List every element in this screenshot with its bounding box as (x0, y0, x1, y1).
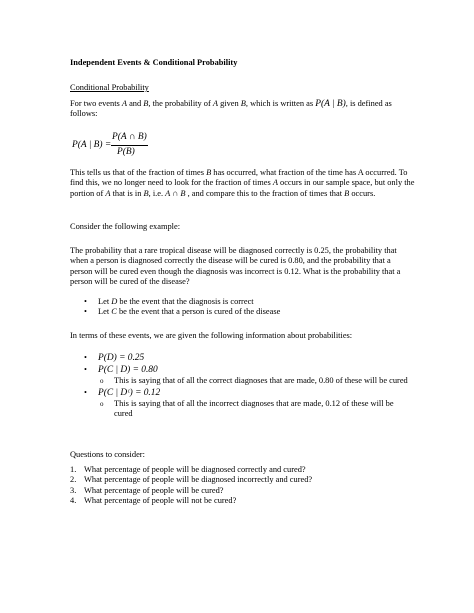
event-a: A (212, 99, 218, 108)
question-item (70, 475, 415, 485)
questions-list (70, 465, 415, 507)
question-number: 2. (70, 475, 77, 485)
formula-denominator: P(B) (117, 147, 135, 157)
section-heading: Conditional Probability (70, 83, 149, 92)
question-item (70, 496, 415, 506)
list-item (84, 351, 414, 363)
conditional-notation: P(A | B) (315, 99, 346, 109)
explanation-text: has occurred, what fraction of the time has A occurred. To find this, we no longer need to look for the fraction of times (70, 168, 408, 188)
event-variable: D (111, 297, 118, 306)
example-problem: The probability that a rare tropical disease will be diagnosed correctly is 0.25, the probability that when a person is diagnosed correctly the disease will be cured is 0.80, and the probability that a person will be cured even though the diagnosis was incorrect is 0.12. What is the probability that a person will be cured of the disease? (70, 246, 401, 287)
explanation-text: occurs in our sample space, but only the portion of (70, 178, 415, 198)
event-b: B (143, 99, 149, 108)
probability-expression: P(C | Dᶜ) = 0.12 (98, 388, 161, 399)
question-number: 1. (70, 465, 77, 474)
bullet-icon: • (84, 365, 87, 375)
list-item (84, 297, 414, 307)
item-text: be the event that a person is cured of the disease (116, 307, 281, 317)
question-number: 4. (70, 496, 77, 506)
item-note: This is saying that of all the correct diagnoses that are made, 0.80 of these will be cured (114, 375, 408, 385)
intro-text: , is defined as follows: (70, 99, 392, 119)
intro-paragraph (70, 99, 415, 120)
document-title: Independent Events & Conditional Probability (70, 58, 238, 67)
item-text: Let (98, 307, 112, 317)
formula-numerator: P(A ∩ B) (112, 132, 147, 142)
example-intro: Consider the following example: (70, 222, 181, 231)
question-item (70, 465, 415, 475)
given-probabilities-list (84, 351, 414, 419)
question-number: 3. (70, 485, 77, 495)
event-a: A (272, 178, 278, 188)
intro-text: , which is written as (245, 99, 316, 108)
event-b: B (206, 168, 212, 177)
explanation-text: , i.e. (148, 188, 166, 198)
bullet-icon: • (84, 388, 87, 398)
sub-list-item (84, 399, 414, 420)
question-text: What percentage of people will be diagnosed correctly and cured? (84, 465, 306, 474)
formula-lhs: P(A | B) = (72, 140, 112, 150)
intro-text: , the probability of (148, 99, 213, 108)
given-info-intro: In terms of these events, we are given the following information about probabilities: (70, 331, 353, 340)
question-text: What percentage of people will be cured? (84, 485, 224, 495)
fraction-bar (111, 145, 148, 146)
explanation-text: that is in (110, 188, 144, 198)
list-item (84, 363, 414, 375)
probability-expression: P(C | D) = 0.80 (98, 365, 158, 376)
intro-text: For two events (70, 99, 122, 108)
event-b: B (344, 188, 350, 198)
event-a: A (121, 99, 127, 108)
conditional-probability-formula (72, 131, 152, 161)
event-b: B (143, 188, 149, 198)
intro-text: and (127, 99, 144, 108)
sub-list-item (84, 376, 414, 386)
question-item (70, 486, 415, 496)
bullet-icon: • (84, 353, 87, 362)
list-item (84, 307, 414, 317)
hollow-bullet-icon: o (100, 376, 104, 385)
intro-text: given (217, 99, 241, 108)
item-text: be the event that the diagnosis is correct (117, 297, 254, 306)
bullet-icon: • (84, 297, 87, 306)
explanation-text: , and compare this to the fraction of times that (185, 188, 345, 198)
explanation-text: This tells us that of the fraction of times (70, 168, 207, 177)
bullet-icon: • (84, 307, 87, 317)
event-a: A (105, 188, 111, 198)
questions-heading: Questions to consider: (70, 450, 145, 459)
item-note: This is saying that of all the incorrect diagnoses that are made, 0.12 of these will be cured (114, 398, 394, 419)
intersection-notation: A ∩ B (165, 188, 186, 198)
question-text: What percentage of people will be diagnosed incorrectly and cured? (84, 475, 313, 485)
question-text: What percentage of people will not be cured? (84, 496, 237, 506)
explanation-paragraph (70, 168, 415, 199)
list-item (84, 386, 414, 398)
probability-expression: P(D) = 0.25 (98, 353, 145, 363)
event-b: B (240, 99, 246, 108)
explanation-text: occurs. (349, 188, 376, 198)
hollow-bullet-icon: o (100, 399, 104, 408)
event-variable: C (111, 307, 117, 317)
event-definitions-list (84, 297, 414, 318)
item-text: Let (98, 297, 112, 306)
